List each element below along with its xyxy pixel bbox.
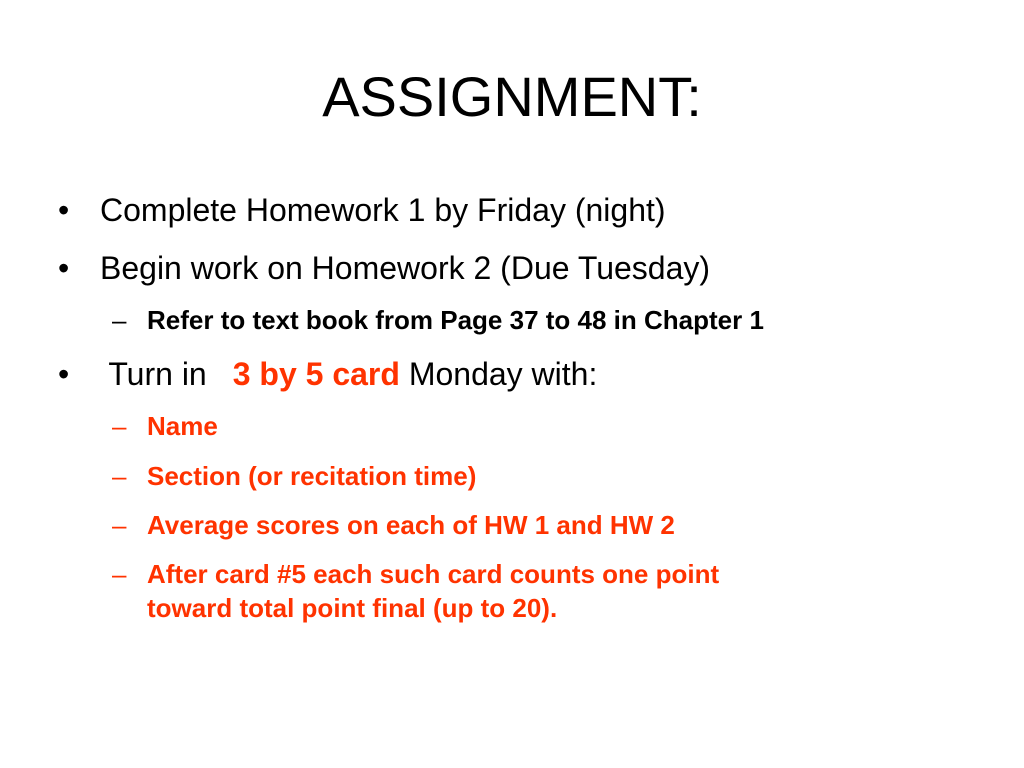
bullet-marker: • <box>58 250 70 286</box>
card-item-text-line-1: After card #5 each such card counts one point <box>147 559 720 589</box>
bullet-marker: • <box>58 192 70 228</box>
bullet-marker: • <box>58 356 70 392</box>
dash-marker: – <box>112 510 127 540</box>
slide-title: ASSIGNMENT: <box>322 65 702 128</box>
sub-bullet-refer-textbook <box>112 303 764 337</box>
turn-in-suffix: Monday with: <box>408 356 598 392</box>
dash-marker: – <box>112 411 127 441</box>
bullet-item-turn-in <box>58 354 597 394</box>
card-item-text-line-2: toward total point final (up to 20). <box>147 593 558 623</box>
card-item-section <box>112 459 476 493</box>
bullet-text: Begin work on Homework 2 (Due Tuesday) <box>100 250 711 286</box>
card-item-text: Average scores on each of HW 1 and HW 2 <box>147 510 675 540</box>
sub-bullet-text: Refer to text book from Page 37 to 48 in Chapter 1 <box>147 305 764 335</box>
bullet-item-homework-1 <box>58 190 666 230</box>
card-item-text: Name <box>147 411 218 441</box>
turn-in-prefix: Turn in <box>108 356 207 392</box>
turn-in-highlight: 3 by 5 card <box>232 356 400 392</box>
card-item-average-scores <box>112 508 675 542</box>
bullet-text: Complete Homework 1 by Friday (night) <box>100 192 666 228</box>
card-item-name <box>112 409 218 443</box>
card-item-text: Section (or recitation time) <box>147 461 477 491</box>
card-item-after-card-5 <box>112 557 719 625</box>
dash-marker: – <box>112 305 127 335</box>
bullet-item-homework-2 <box>58 248 710 288</box>
dash-marker: – <box>112 559 127 589</box>
dash-marker: – <box>112 461 127 491</box>
